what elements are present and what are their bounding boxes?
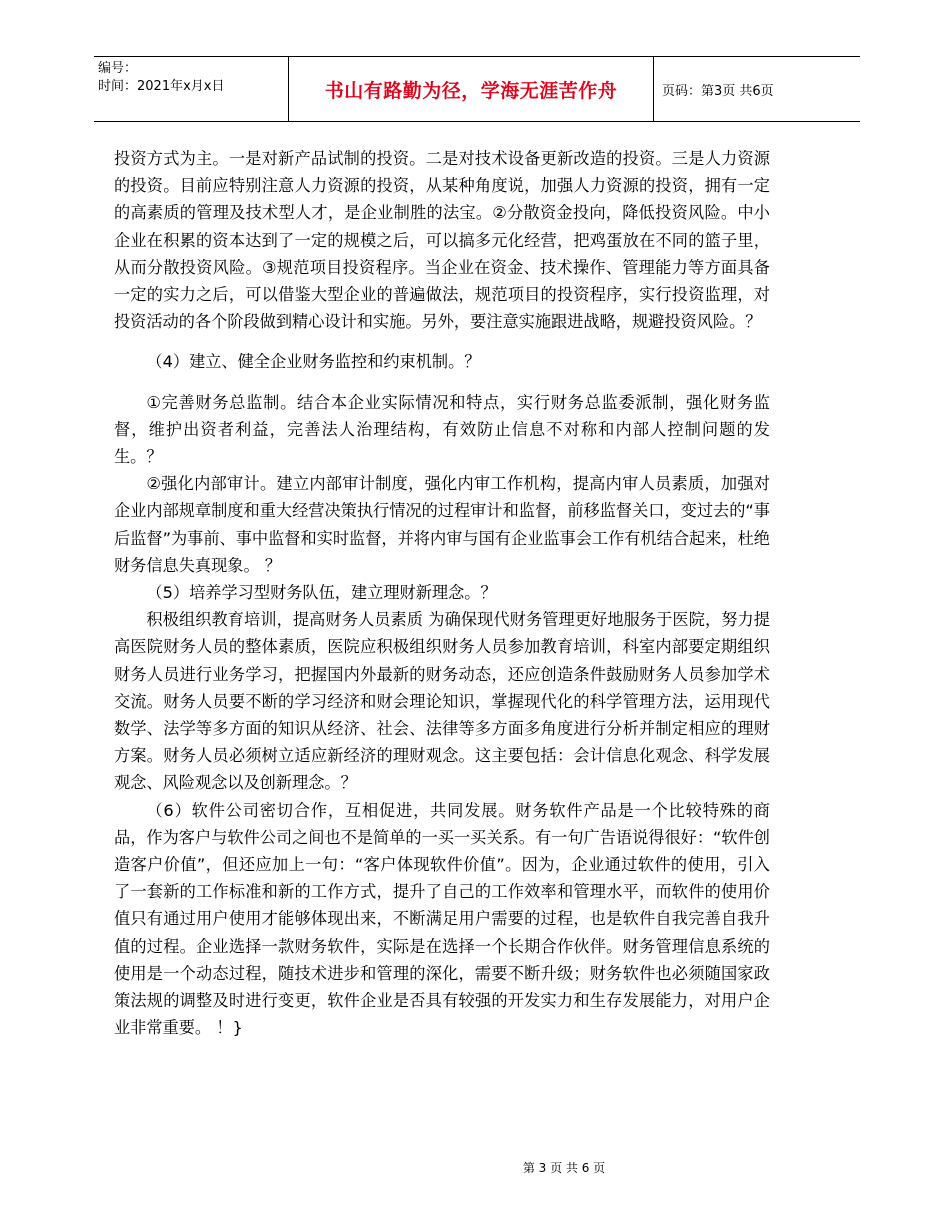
section-heading: （4）建立、健全企业财务监控和约束机制。？ (146, 352, 481, 372)
body-paragraph: （6）软件公司密切合作，互相促进，共同发展。财务软件产品是一个比较特殊的商品，作为客户与软件公司之间也不是简单的一买一买关系。有一句广告语说得很好：“软件创造客户价值”，但还应加上一句：“客户体现软件价值”。因为，企业通过软件的使用，引入了一套新的工作标准和新的工作方式，提升了自己的工作效率和管理水平，而软件的使用价值只有通过用户使用才能够体现出来，不断满足用户需要的过程，也是软件自我完善自我升值的过程。企业选择一款财务软件，实际是在选择一个长期合作伙伴。财务管理信息系统的使用是一个动态过程，随技术进步和管理的深化，需要不断升级；财务软件也必须随国家政策法规的调整及时进行变更，软件企业是否具有较强的开发实力和生存发展能力，对用户企业非常重要。 ！} (114, 800, 770, 1038)
page-footer (0, 1159, 950, 1176)
header-motto-cell (288, 57, 654, 121)
header-page-info: 页码：第3页 共6页 (662, 83, 774, 99)
body-paragraph: ②强化内部审计。建立内部审计制度，强化内审工作机构，提高内审人员素质，加强对企业内部规章制度和重大经营决策执行情况的过程审计和监督，前移监督关口，变过去的“事后监督”为事前、事中监督和实时监督，并将内审与国有企业监事会工作有机结合起来，杜绝财务信息失真现象。 ？ (114, 474, 770, 575)
footer-page-number: 第 3 页 共 6 页 (522, 1161, 606, 1175)
header-page-cell (652, 57, 860, 121)
header-motto: 书山有路勤为径，学海无涯苦作舟 (324, 79, 618, 102)
document-body (114, 145, 770, 1042)
page-header (94, 56, 860, 122)
document-time-label: 时间：2021年x月x日 (98, 79, 225, 94)
body-paragraph: ①完善财务总监制。结合本企业实际情况和特点，实行财务总监委派制，强化财务监督，维护出资者利益，完善法人治理结构，有效防止信息不对称和内部人控制问题的发生。？ (114, 392, 770, 467)
body-paragraph: 投资方式为主。一是对新产品试制的投资。二是对技术设备更新改造的投资。三是人力资源的投资。目前应特别注意人力资源的投资，从某种角度说，加强人力资源的投资，拥有一定的高素质的管理及技术型人才，是企业制胜的法宝。②分散资金投向，降低投资风险。中小企业在积累的资本达到了一定的规模之后，可以搞多元化经营，把鸡蛋放在不同的篮子里，从而分散投资风险。③规范项目投资程序。当企业在资金、技术操作、管理能力等方面具备一定的实力之后，可以借鉴大型企业的普遍做法，规范项目的投资程序，实行投资监理，对投资活动的各个阶段做到精心设计和实施。另外，要注意实施跟进战略，规避投资风险。？ (114, 149, 770, 332)
section-heading: （5）培养学习型财务队伍，建立理财新理念。？ (146, 583, 497, 603)
body-paragraph: 积极组织教育培训，提高财务人员素质 为确保现代财务管理更好地服务于医院，努力提高医院财务人员的整体素质，医院应积极组织财务人员参加教育培训，科室内部要定期组织财务人员进行业务学习，把握国内外最新的财务动态，还应创造条件鼓励财务人员参加学术交流。财务人员要不断的学习经济和财会理论知识，掌握现代化的科学管理方法，运用现代数学、法学等多方面的知识从经济、社会、法律等多方面多角度进行分析并制定相应的理财方案。财务人员必须树立适应新经济的理财观念。这主要包括：会计信息化观念、科学发展观念、风险观念以及创新理念。？ (114, 610, 770, 793)
header-meta (94, 57, 288, 121)
document-number-label: 编号： (98, 61, 138, 76)
